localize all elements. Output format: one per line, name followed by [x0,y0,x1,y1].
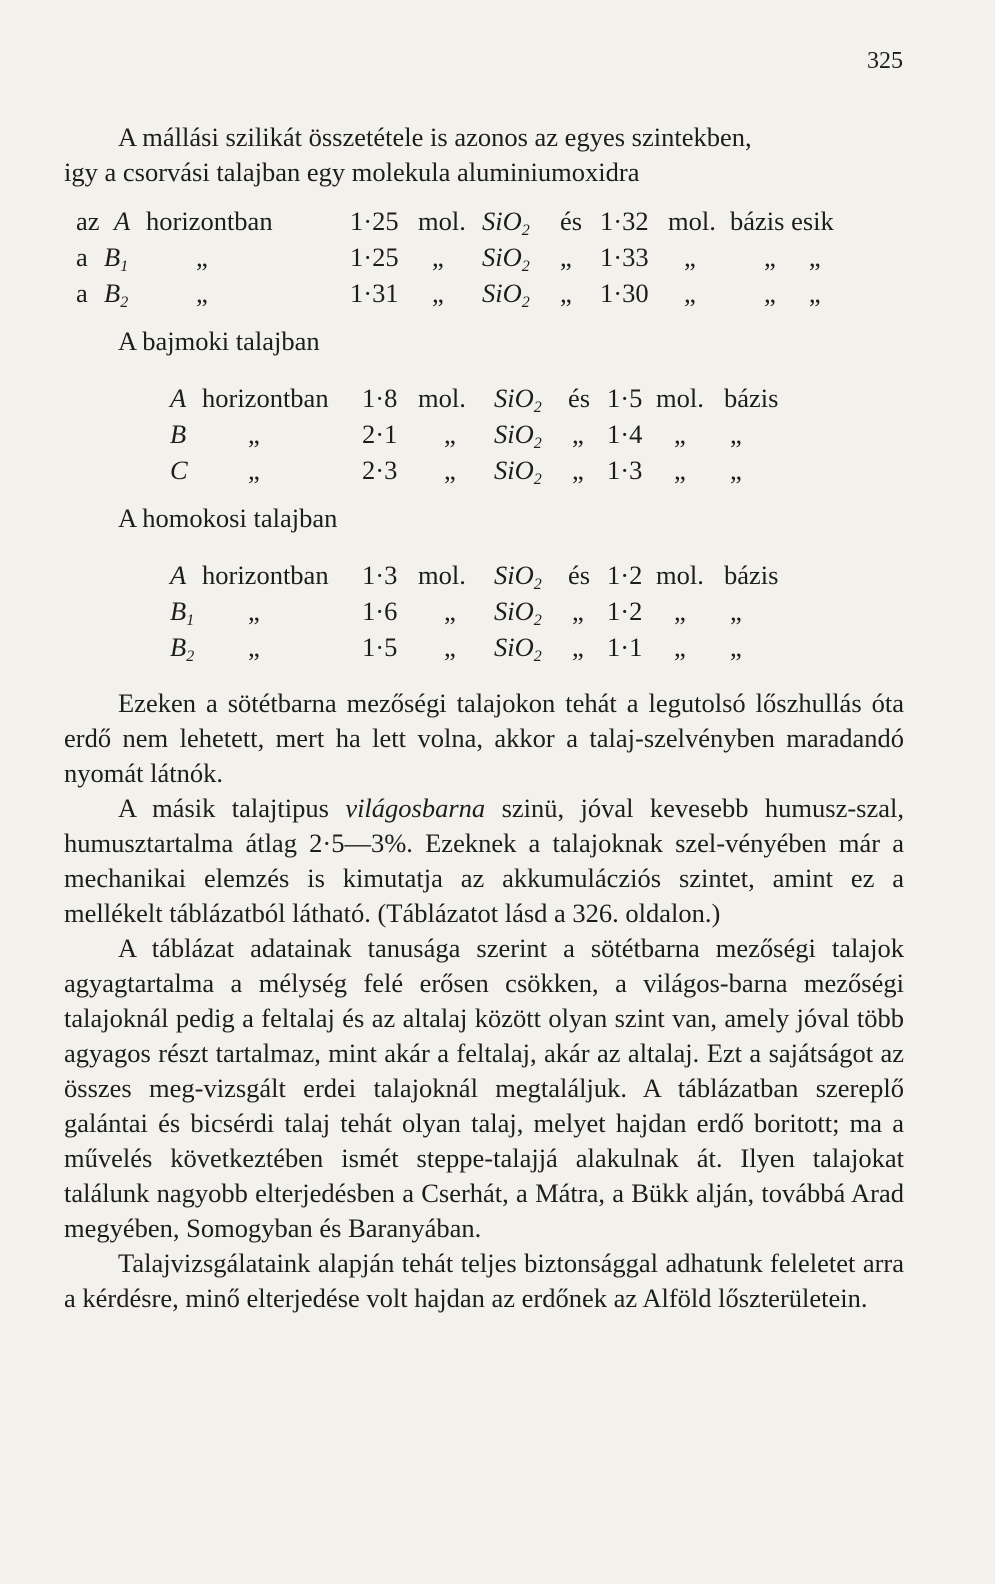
bajmok-table [64,381,904,489]
sio2-formula: SiO$_2$ [482,242,530,275]
row-tail: „ [730,419,742,449]
ditto-mark: „ [572,419,584,449]
paragraph-text: A másik talajtipus [118,793,346,823]
sio2-formula: SiO$_2$ [494,455,542,488]
row-tail: „ [730,632,742,662]
ditto-mark: „ [196,278,208,308]
ditto-mark: „ [248,596,260,626]
ditto-mark: „ [674,419,686,449]
row-lead: a [76,278,88,308]
unit: mol. [656,383,704,413]
table-row [64,204,904,240]
table-row [64,417,904,453]
unit: mol. [656,560,704,590]
paragraph: Talajvizsgálataink alapján tehát teljes biztonsággal adhatunk feleletet arra a kérdésre, minő elterjedése volt hajdan az erdőnek az Alföld lőszterületein. [64,1248,904,1313]
horizon-label: B [170,419,187,449]
ditto-mark: „ [248,455,260,485]
emphasis-term: világosbarna [345,793,486,823]
intro-paragraph [64,120,904,1316]
paragraph-text: szinü, jóval kevesebb humusz-szal, humusztartalma átlag 2·5—3%. Ezeknek a talajoknak szel-vényében már a mechanikai elemzés is kimutatja az akkumulácziós szintet, amint ez a mellékelt táblázatból látható. (Táblázatot lásd a 326. oldalon.) [64,793,905,928]
base-value: 1·5 [607,383,643,413]
base-value: 1·32 [600,206,649,236]
unit: mol. [418,383,466,413]
horizon-label: $B_2$ [170,632,195,665]
table-row [64,381,904,417]
row-tail: „ „ [764,242,821,272]
ditto-mark: „ [444,632,456,662]
sio2-value: 2·3 [362,455,398,485]
ditto-mark: „ [444,596,456,626]
intro-line-1: A mállási szilikát összetétele is azonos az egyes szintekben, [118,122,752,152]
ditto-mark: „ [572,596,584,626]
table-row [64,630,904,666]
ditto-mark: „ [432,278,444,308]
sio2-formula: SiO$_2$ [482,278,530,311]
base-value: 1·3 [607,455,643,485]
row-tail: bázis [724,383,779,413]
sio2-formula: SiO$_2$ [494,383,542,416]
horizon-word: horizontban [202,560,329,590]
base-value: 1·30 [600,278,649,308]
sio2-value: 1·31 [350,278,399,308]
row-lead: a [76,242,88,272]
horizon-label: A [170,560,187,590]
base-value: 1·33 [600,242,649,272]
base-value: 1·2 [607,560,643,590]
ditto-mark: „ [572,632,584,662]
unit: mol. [418,560,466,590]
ditto-mark: „ [248,632,260,662]
paragraph: A táblázat adatainak tanusága szerint a sötétbarna mezőségi talajok agyagtartalma a mélység felé erősen csökken, a világos-barna mezőségi talajoknál pedig a feltalaj és az altalaj között olyan szint van, amely jóval több agyagos részt tartalmaz, mint akár a feltalaj, akár az altalaj. Ezt a sajátságot az összes meg-vizsgált erdei talajoknál megtaláljuk. A táblázatban szereplő galántai és bicsérdi talaj tehát olyan talaj, melyet hajdan erdő boritott; ma a művelés következtében ismét steppe-talajjá alakulnak át. Ilyen talajokat találunk nagyobb elterjedésben a Cserhát, a Mátra, a Bükk alján, továbbá Arad megyében, Somogyban és Baranyában. [64,933,904,1243]
sio2-value: 1·3 [362,560,398,590]
unit: mol. [418,206,466,236]
sio2-formula: SiO$_2$ [494,632,542,665]
csorvas-table [64,204,904,312]
ditto-mark: „ [674,455,686,485]
conjunction: és [560,206,583,236]
body-text [64,686,904,1316]
page-number: 325 [867,48,903,74]
ditto-mark: „ [432,242,444,272]
horizon-label: $B_1$ [104,242,129,275]
row-lead: az [76,206,100,236]
horizon-label: $B_2$ [104,278,129,311]
paragraph: Ezeken a sötétbarna mezőségi talajokon tehát a legutolsó lőszhullás óta erdő nem lehetett, mert ha lett volna, akkor a talaj-szelvényben maradandó nyomát látnók. [64,688,904,788]
ditto-mark: „ [196,242,208,272]
sio2-formula: SiO$_2$ [494,419,542,452]
ditto-mark: „ [674,596,686,626]
sio2-value: 1·5 [362,632,398,662]
ditto-mark: „ [444,419,456,449]
sio2-formula: SiO$_2$ [482,206,530,239]
ditto-mark: „ [560,242,572,272]
row-tail: „ [730,455,742,485]
ditto-mark: „ [684,278,696,308]
sio2-value: 1·25 [350,242,399,272]
table-row [64,558,904,594]
homok-label: A homokosi talajban [118,503,338,533]
table-row [64,594,904,630]
row-tail: „ [730,596,742,626]
horizon-word: horizontban [146,206,273,236]
horizon-label: A [114,206,131,236]
sio2-value: 1·8 [362,383,398,413]
horizon-label: A [170,383,187,413]
sio2-formula: SiO$_2$ [494,596,542,629]
unit: mol. [668,206,716,236]
horizon-word: horizontban [202,383,329,413]
horizon-label: $B_1$ [170,596,195,629]
base-value: 1·2 [607,596,643,626]
sio2-formula: SiO$_2$ [494,560,542,593]
table-row [64,276,904,312]
paragraph [64,791,904,931]
row-tail: bázis esik [730,206,834,236]
sio2-value: 1·6 [362,596,398,626]
bajmok-label: A bajmoki talajban [118,326,320,356]
sio2-value: 2·1 [362,419,398,449]
ditto-mark: „ [572,455,584,485]
ditto-mark: „ [560,278,572,308]
homok-table [64,558,904,666]
ditto-mark: „ [248,419,260,449]
sio2-value: 1·25 [350,206,399,236]
base-value: 1·1 [607,632,643,662]
ditto-mark: „ [674,632,686,662]
table-row [64,453,904,489]
base-value: 1·4 [607,419,643,449]
horizon-label: C [170,455,188,485]
table-row [64,240,904,276]
row-tail: „ „ [764,278,821,308]
ditto-mark: „ [444,455,456,485]
row-tail: bázis [724,560,779,590]
conjunction: és [568,560,591,590]
conjunction: és [568,383,591,413]
ditto-mark: „ [684,242,696,272]
intro-line-2: igy a csorvási talajban egy molekula aluminiumoxidra [64,157,640,187]
